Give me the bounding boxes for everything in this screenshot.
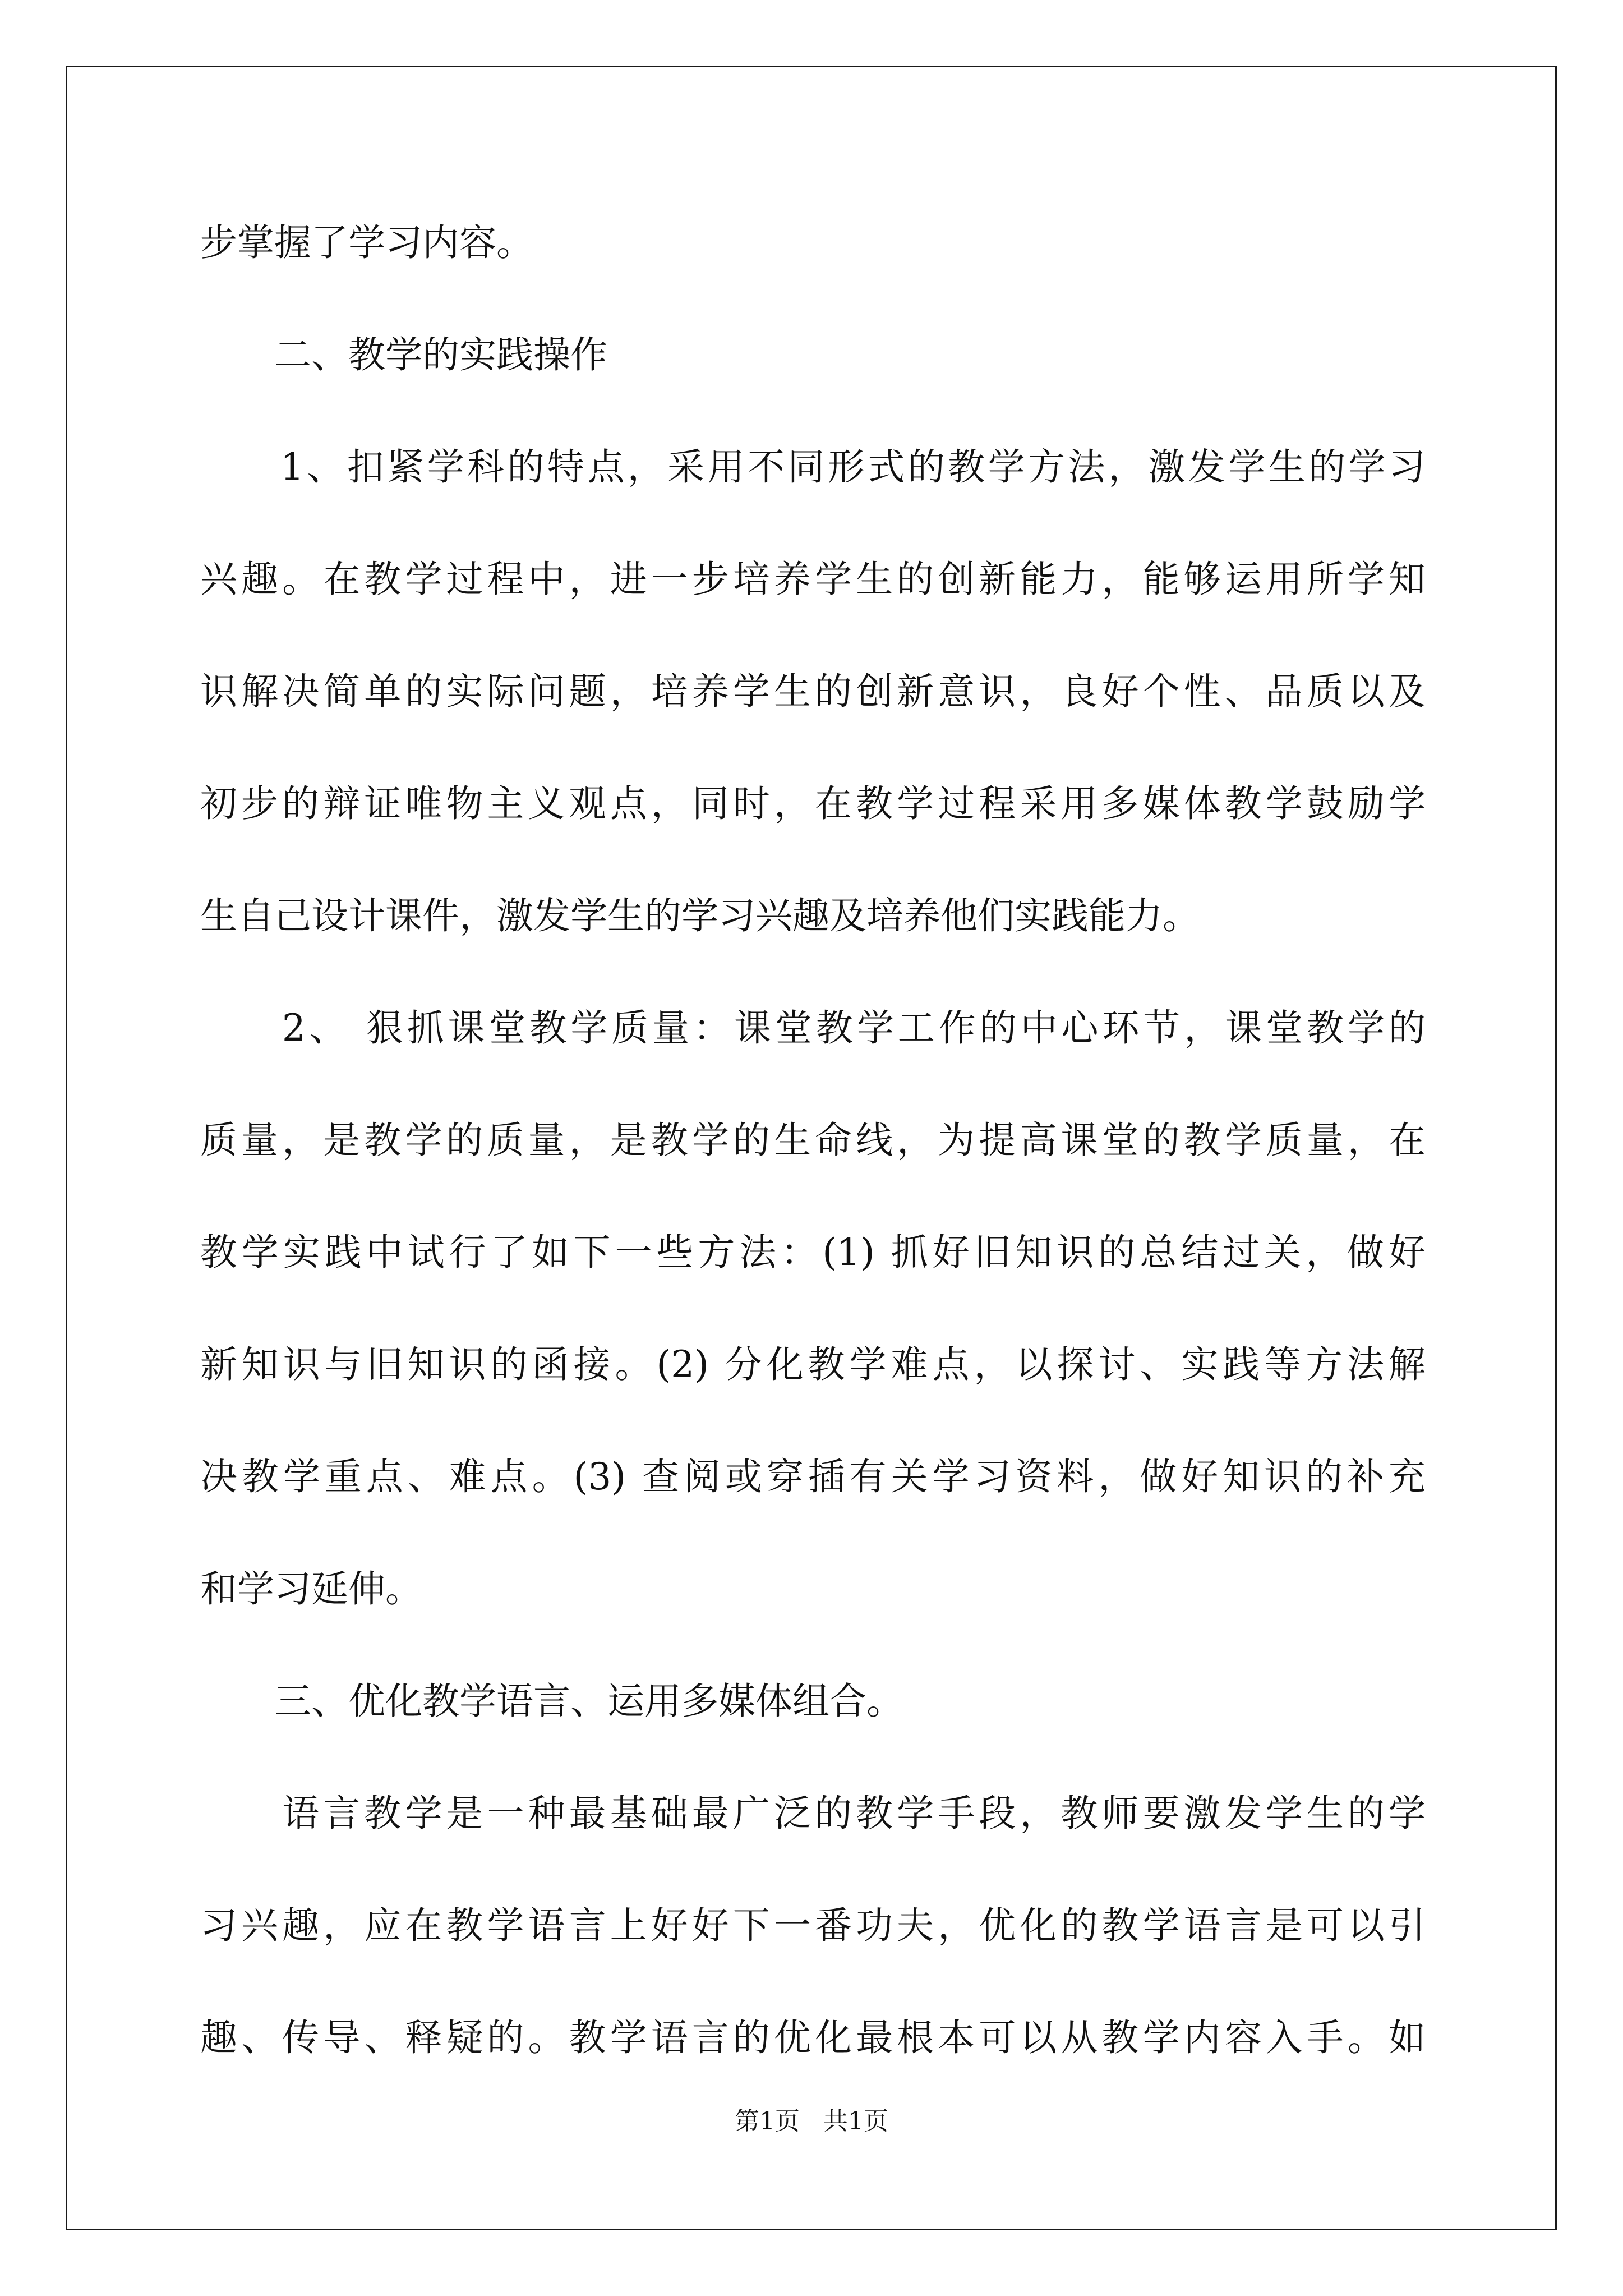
- text-line: 识解决简单的实际问题，培养学生的创新意识，良好个性、品质以及: [200, 670, 1426, 713]
- text-line: 1、扣紧学科的特点，采用不同形式的教学方法，激发学生的学习: [200, 445, 1426, 489]
- text-line: 教学实践中试行了如下一些方法：(1) 抓好旧知识的总结过关，做好: [200, 1231, 1426, 1274]
- text-line: 2、 狠抓课堂教学质量：课堂教学工作的中心环节，课堂教学的: [200, 1006, 1426, 1050]
- section-heading: 三、优化教学语言、运用多媒体组合。: [200, 1680, 903, 1723]
- text-line: 新知识与旧知识的函接。(2) 分化教学难点，以探讨、实践等方法解: [200, 1343, 1426, 1386]
- text-line: 趣、传导、释疑的。教学语言的优化最根本可以从教学内容入手。如: [200, 2016, 1426, 2059]
- text-line: 决教学重点、难点。(3) 查阅或穿插有关学习资料，做好知识的补充: [200, 1455, 1426, 1498]
- text-line: 兴趣。在教学过程中，进一步培养学生的创新能力，能够运用所学知: [200, 558, 1426, 601]
- text-line: 生自己设计课件，激发学生的学习兴趣及培养他们实践能力。: [200, 894, 1200, 937]
- text-line: 习兴趣，应在教学语言上好好下一番功夫，优化的教学语言是可以引: [200, 1904, 1426, 1947]
- text-line: 质量，是教学的质量，是教学的生命线，为提高课堂的教学质量，在: [200, 1119, 1426, 1162]
- section-heading: 二、教学的实践操作: [200, 333, 607, 376]
- text-line: 语言教学是一种最基础最广泛的教学手段，教师要激发学生的学: [200, 1792, 1426, 1835]
- text-line: 和学习延伸。: [200, 1567, 422, 1611]
- text-line: 初步的辩证唯物主义观点，同时，在教学过程采用多媒体教学鼓励学: [200, 782, 1426, 825]
- page-number-footer: 第1页 共1页: [735, 2107, 888, 2136]
- text-line: 步掌握了学习内容。: [200, 221, 533, 264]
